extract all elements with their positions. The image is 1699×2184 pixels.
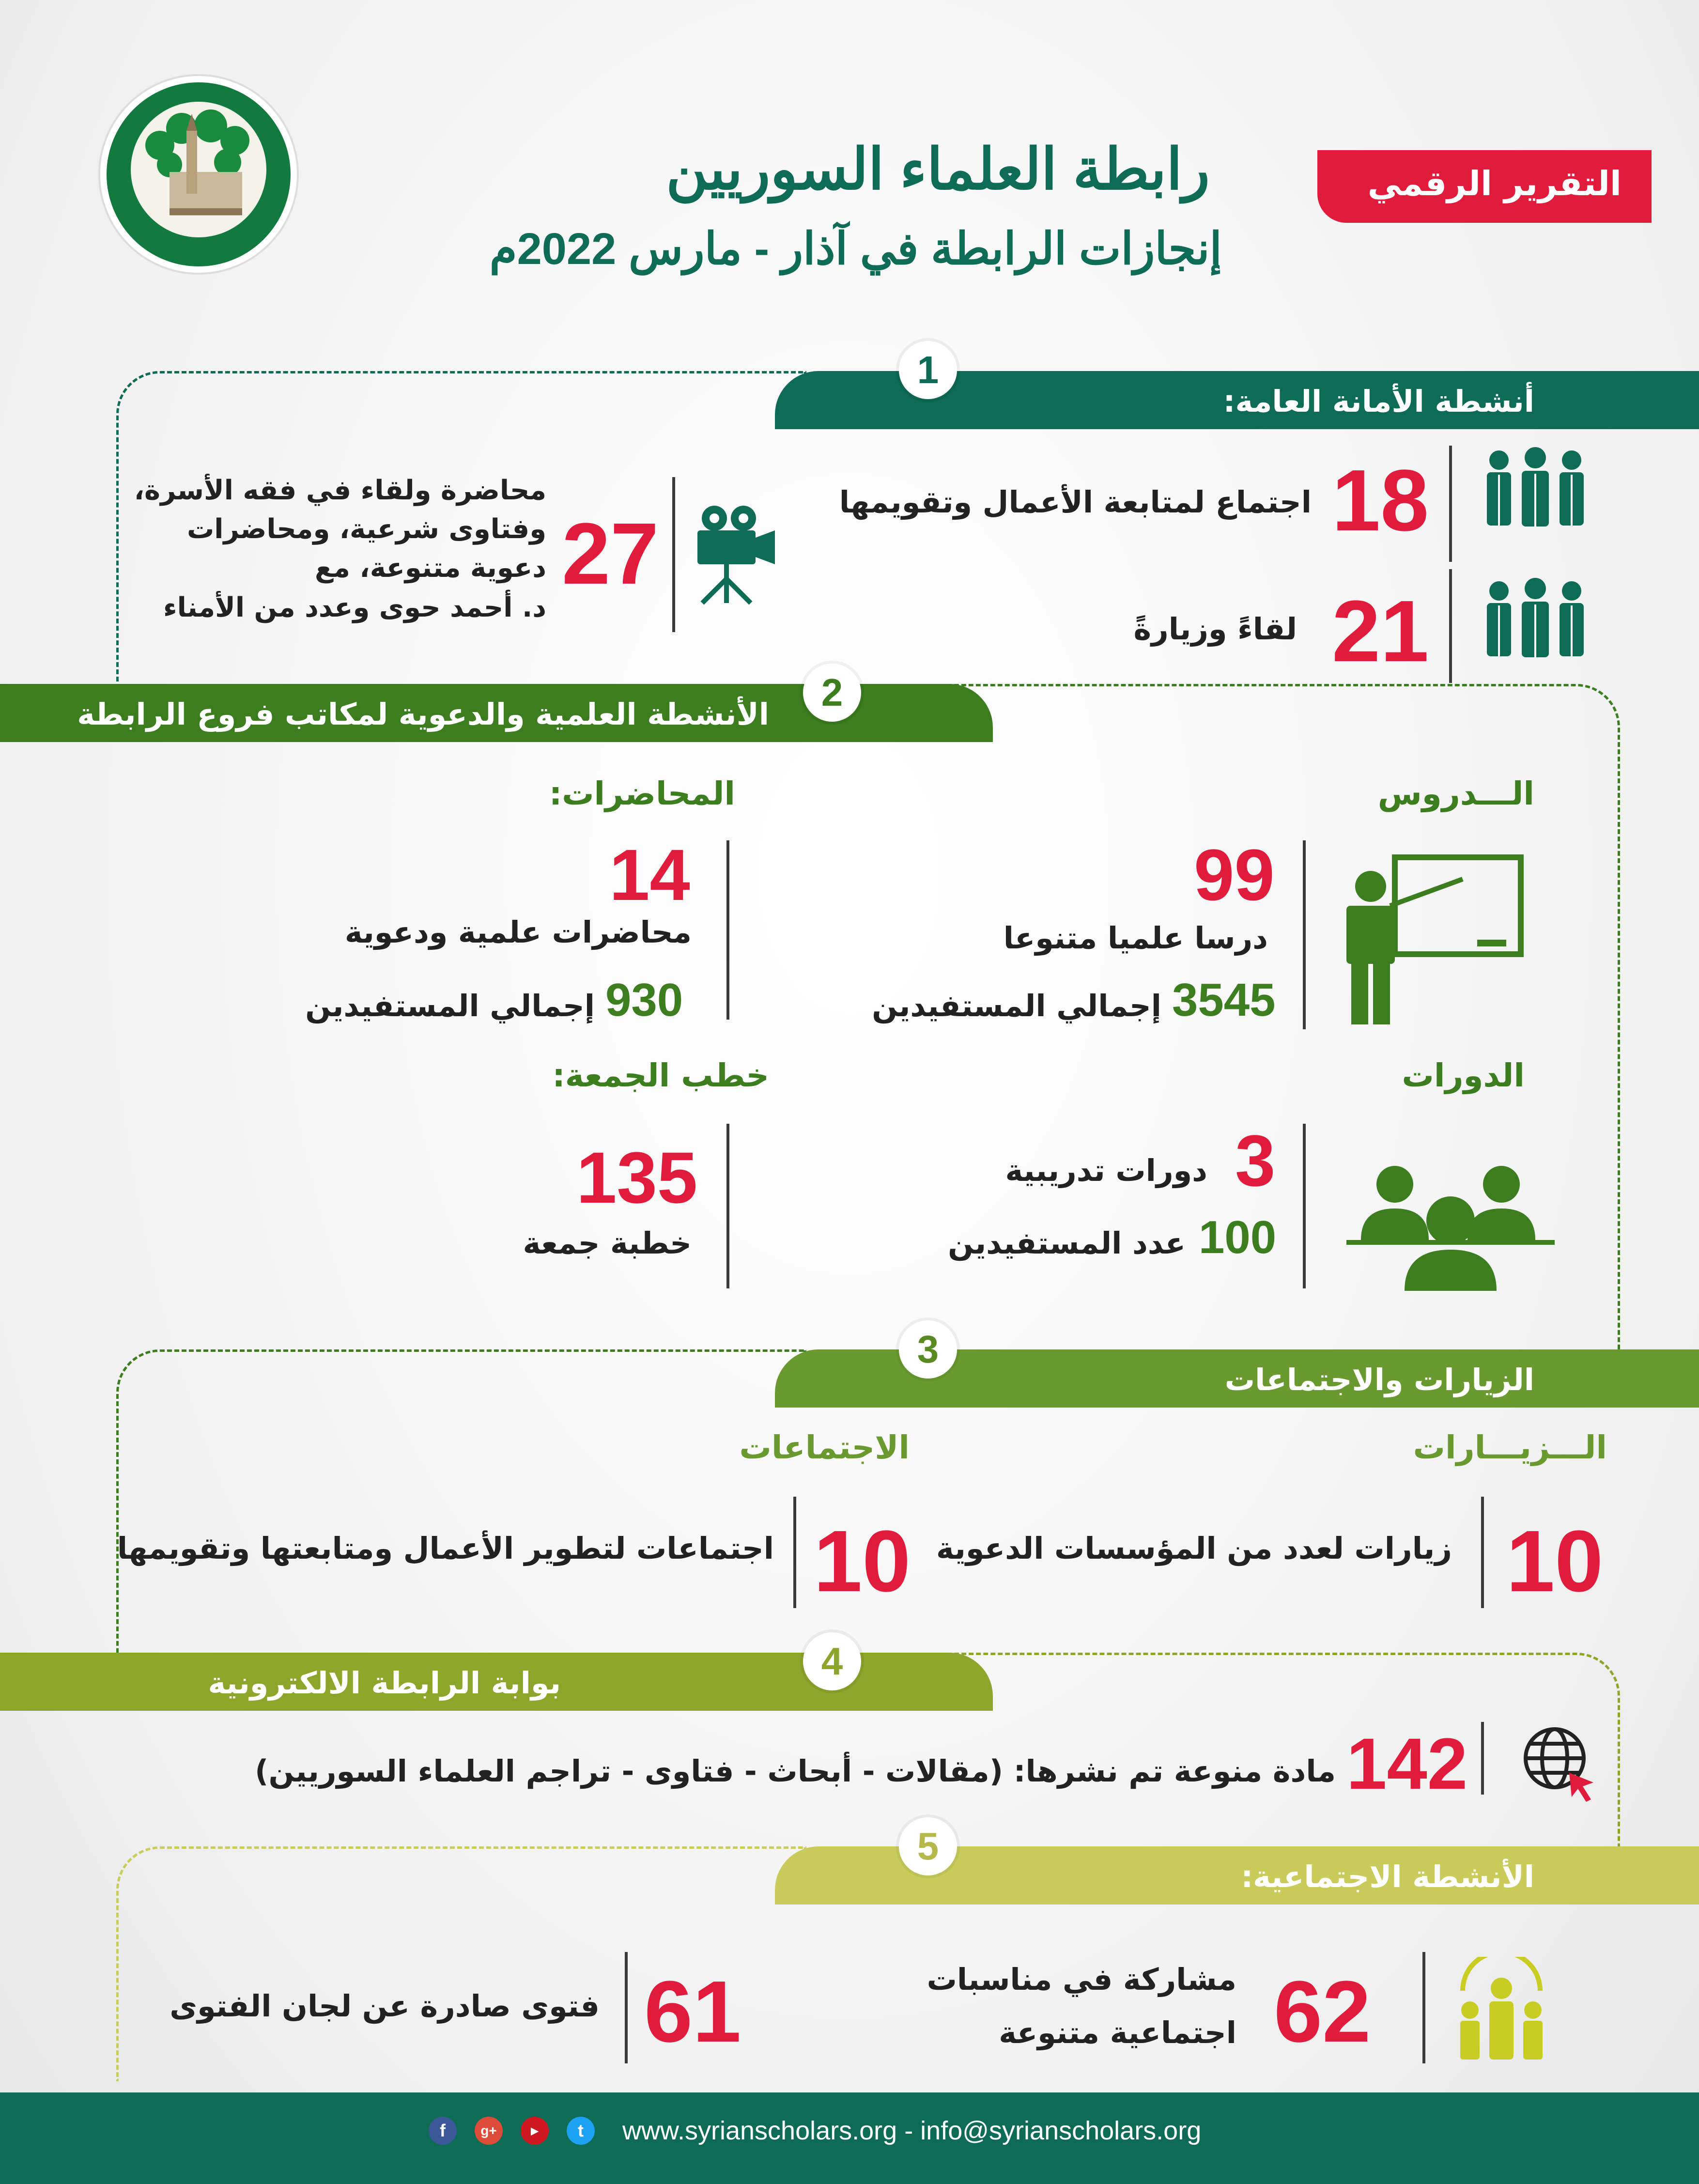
youtube-icon[interactable]: ▶	[521, 2117, 549, 2145]
meetings-value: 10	[814, 1513, 911, 1610]
participation-value: 62	[1274, 1963, 1371, 2060]
google-plus-icon[interactable]: g+	[475, 2117, 503, 2145]
stat-media-line4: د. أحمد حوى وعدد من الأمناء	[163, 592, 546, 623]
divider	[726, 1124, 729, 1288]
meetings-heading: الاجتماعات	[739, 1429, 910, 1466]
section1-number: 1	[899, 341, 957, 399]
participation-line2: اجتماعية متنوعة	[999, 2015, 1236, 2050]
lectures-value: 14	[609, 834, 690, 915]
footer-contact[interactable]: www.syrianscholars.org - info@syrianscholars.org	[622, 2116, 1202, 2145]
section4-number: 4	[803, 1632, 861, 1690]
courses-heading: الدورات	[1402, 1057, 1525, 1094]
sermons-value: 135	[576, 1137, 698, 1218]
section5-number: 5	[899, 1817, 957, 1875]
community-icon	[1448, 1957, 1555, 2065]
lectures-heading: المحاضرات:	[549, 775, 735, 812]
fatwa-label: فتوى صادرة عن لجان الفتوى	[170, 1988, 600, 2024]
divider	[1481, 1722, 1484, 1795]
portal-label: مادة منوعة تم نشرها: (مقالات - أبحاث - فتاوى - تراجم العلماء السوريين)	[255, 1753, 1336, 1789]
stat-meetings-label: اجتماع لمتابعة الأعمال وتقويمها	[839, 484, 1312, 520]
video-camera-icon	[688, 504, 780, 607]
logo	[97, 73, 300, 276]
fatwa-value: 61	[644, 1963, 741, 2060]
training-group-icon	[1342, 1162, 1560, 1295]
divider	[793, 1497, 796, 1608]
section3-number: 3	[899, 1320, 957, 1379]
divider	[672, 477, 675, 632]
group-icon	[1477, 576, 1593, 661]
courses-beneficiaries-label: عدد المستفيدين	[948, 1225, 1186, 1261]
section1-title: أنشطة الأمانة العامة:	[1223, 384, 1534, 419]
lectures-beneficiaries-label: إجمالي المستفيدين	[305, 988, 595, 1023]
divider	[1449, 446, 1452, 562]
lessons-beneficiaries-value: 3545	[1172, 974, 1276, 1026]
stat-media-line2: وفتاوى شرعية، ومحاضرات	[186, 513, 546, 545]
lessons-label: درسا علميا متنوعا	[1003, 920, 1268, 956]
facebook-icon[interactable]: f	[429, 2117, 457, 2145]
divider	[1422, 1952, 1425, 2063]
globe-cursor-icon	[1521, 1724, 1598, 1804]
page-subtitle: إنجازات الرابطة في آذار - مارس 2022م	[489, 224, 1222, 274]
sermons-label: خطبة جمعة	[523, 1225, 692, 1261]
divider	[1481, 1497, 1484, 1608]
visits-value: 10	[1506, 1513, 1604, 1610]
divider	[1449, 569, 1452, 683]
stat-media-line1: محاضرة ولقاء في فقه الأسرة،	[134, 475, 546, 506]
portal-value: 142	[1346, 1723, 1468, 1804]
stat-media-value: 27	[562, 505, 659, 603]
twitter-icon[interactable]: t	[567, 2117, 595, 2145]
section4-frame	[896, 1653, 1620, 1849]
stat-media-line3: دعوية متنوعة، مع	[315, 552, 546, 584]
page-title: رابطة العلماء السوريين	[666, 138, 1210, 201]
lessons-value: 99	[1194, 834, 1275, 915]
lectures-beneficiaries-value: 930	[605, 974, 683, 1026]
section2-number: 2	[803, 664, 861, 722]
courses-beneficiaries-value: 100	[1199, 1211, 1277, 1263]
section3-title: الزيارات والاجتماعات	[1224, 1362, 1534, 1397]
divider	[1303, 1124, 1306, 1288]
visits-heading: الـــزيـــارات	[1413, 1429, 1607, 1466]
divider	[1303, 840, 1306, 1029]
section4-title: بوابة الرابطة الالكترونية	[208, 1665, 561, 1701]
courses-value: 3	[1235, 1120, 1276, 1201]
section5-title: الأنشطة الاجتماعية:	[1241, 1859, 1534, 1894]
visits-label: زيارات لعدد من المؤسسات الدعوية	[936, 1531, 1452, 1566]
sermons-heading: خطب الجمعة:	[552, 1057, 769, 1094]
lectures-label: محاضرات علمية ودعوية	[344, 914, 692, 950]
report-badge-label: التقرير الرقمي	[1367, 164, 1622, 203]
section2-title: الأنشطة العلمية والدعوية لمكاتب فروع الرابطة	[77, 697, 769, 732]
stat-meetings-value: 18	[1332, 452, 1429, 549]
stat-visits-label: لقاءً وزيارةً	[1133, 611, 1297, 647]
divider	[625, 1952, 628, 2063]
group-icon	[1477, 446, 1593, 530]
courses-label: دورات تدريبية	[1005, 1153, 1207, 1188]
teacher-board-icon	[1337, 852, 1526, 1029]
stat-visits-value: 21	[1332, 583, 1429, 680]
participation-line1: مشاركة في مناسبات	[927, 1962, 1236, 1997]
lessons-heading: الـــدروس	[1377, 775, 1534, 812]
lessons-beneficiaries-label: إجمالي المستفيدين	[872, 988, 1161, 1023]
divider	[726, 840, 729, 1020]
meetings-label: اجتماعات لتطوير الأعمال ومتابعتها وتقويمها	[117, 1531, 774, 1566]
section3-frame	[116, 1349, 806, 1662]
